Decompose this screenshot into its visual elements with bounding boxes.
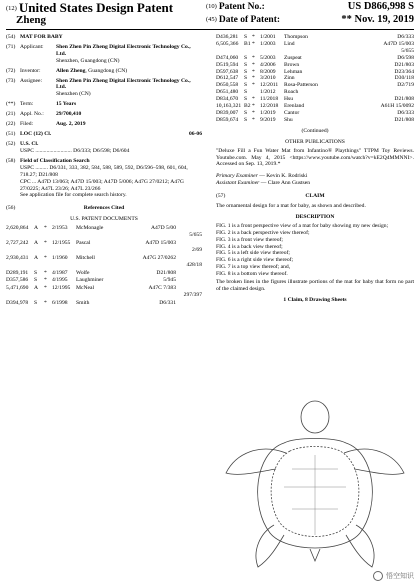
right-column xyxy=(216,34,414,306)
watermark: 悟空知识 xyxy=(373,571,414,581)
reference-row: D436,281 S * 1/2001 Thompson D6/333 xyxy=(216,34,414,40)
turtle-tail xyxy=(310,549,320,561)
other-publications-heading: OTHER PUBLICATIONS xyxy=(285,138,345,145)
reference-row: 10,163,321 B2 * 12/2018 Erenland A61H 15/0092 xyxy=(216,103,414,110)
inventor-surname: Zheng xyxy=(16,14,46,26)
reference-row: D650,558 S * 12/2011 Rosa-Patterson D2/719 xyxy=(216,82,414,89)
turtle-right-back-flipper xyxy=(346,525,374,567)
figure-item: FIG. 2 is a back perspective view thereof; xyxy=(216,229,310,236)
reference-row: D859,674 S * 9/2019 Shu D21/808 xyxy=(216,116,414,123)
claim-text: The ornamental design for a mat for baby, as shown and described. xyxy=(216,203,366,210)
field-22: (22) Filed: Aug. 2, 2019 xyxy=(6,121,86,128)
claim-summary: 1 Claim, 8 Drawing Sheets xyxy=(283,296,347,303)
broken-lines-note: The broken lines in the figures illustrate portions of the mat for baby that form no part of the claimed design. xyxy=(216,279,414,292)
turtle-left-front-flipper xyxy=(226,449,286,474)
figure-item: FIG. 7 is a top view thereof; and, xyxy=(216,264,291,271)
reference-row: 2,930,431 A * 1/1960 Mitchell A47G 27/0262 428/18 xyxy=(6,254,202,268)
reference-row: D834,670 S * 11/2018 Hsu D21/808 xyxy=(216,96,414,103)
left-references-list xyxy=(6,225,202,307)
field-21: (21) Appl. No.: 29/700,410 xyxy=(6,111,82,118)
claim-heading-row: (57) CLAIM xyxy=(216,193,325,200)
reference-row: D597,638 S * 8/2009 Lehman D23/364 xyxy=(216,68,414,75)
left-column xyxy=(6,34,202,308)
turtle-left-back-flipper xyxy=(256,525,284,567)
reference-row: D839,007 S * 1/2019 Cantor D6/333 xyxy=(216,109,414,116)
reference-row: D394,978 S * 6/1998 Smith D6/331 xyxy=(6,300,176,307)
turtle-mat-drawing xyxy=(214,397,410,577)
field-54: (54) MAT FOR BABY xyxy=(6,34,202,41)
reference-row: D289,191 S * 4/1987 Wolfe D21/808 xyxy=(6,269,176,276)
continued-label: (Continued) xyxy=(301,127,329,134)
reference-row: D651,480 S 1/2012 Roach xyxy=(216,89,299,96)
field-73: (73) Assignee: Shen Zhen Pin Zheng Digital Electronic Technology Co., Ltd. Shenzhen (CN) xyxy=(6,77,191,98)
field-51: (51) LOC (12) Cl. 06-06 xyxy=(6,130,202,137)
patent-id-block: (10) Patent No.: US D866,998 S (45) Date of Patent: ** Nov. 19, 2019 xyxy=(206,1,414,25)
turtle-head xyxy=(301,401,329,433)
turtle-right-front-flipper xyxy=(344,449,404,474)
turtle-shell-pattern xyxy=(284,455,346,535)
figure-item: FIG. 1 is a front perspective view of a mat for baby showing my new design; xyxy=(216,222,389,229)
reference-row: 5,471,690 A * 12/1995 McNeal A47C 7/383 297/397 xyxy=(6,285,202,299)
field-72: (72) Inventor: Allen Zheng, Guangdong (CN) xyxy=(6,67,128,74)
patent-number: US D866,998 S xyxy=(347,1,414,12)
primary-examiner: Primary Examiner — Kevin K. Rodriski xyxy=(216,173,308,180)
figure-item: FIG. 8 is a bottom view thereof. xyxy=(216,271,288,278)
reference-row: D612,547 S * 3/2010 Zinn D30/118 xyxy=(216,75,414,82)
other-publication-text: "Deluxe Fill a Fun Water Mat from Infantino® Playthings" TTPM Toy Reviews. Youtube.com. May 4, 2015 <https://www.youtube.com/watch?v=kE2Q4MMNNI>. Accessed on Sep. 13, 2019.* xyxy=(216,147,414,168)
assistant-examiner: Assistant Examiner — Clare Ann Gustsen xyxy=(216,180,311,187)
us-patent-documents-heading: U.S. PATENT DOCUMENTS xyxy=(70,216,138,223)
reference-row: D357,586 S * 4/1995 Laughminer 5/945 xyxy=(6,277,176,284)
field-56: (56) References Cited xyxy=(6,205,125,212)
reference-row-extra: 5/655 xyxy=(401,47,414,54)
header-divider xyxy=(6,29,414,30)
field-52: (52) U.S. Cl. USPC .......................... D6/333; D6/598; D6/604 xyxy=(6,140,130,154)
patent-date: ** Nov. 19, 2019 xyxy=(341,14,414,25)
field-58: (58) Field of Classification Search USPC ......... D6/331, 333, 382, 584, 588, 589, 592, D6/596–598, 601, 604, 718.27; D21/808 CPC ... A47D 13/063; A47D 15/003; A47D 5/006; A47G 27/0212; A47G 27/0225; A47L 23/26; A47L 23/266 See application file for complete search history. xyxy=(6,157,188,199)
patent-type-title: (12) United States Design Patent xyxy=(6,0,174,15)
reference-row: 2,620,864 A * 2/1953 McMonagle A47D 5/00 5/655 xyxy=(6,225,202,239)
field-71: (71) Applicant: Shen Zhen Pin Zheng Digital Electronic Technology Co., Ltd. Shenzhen, Guangdong (CN) xyxy=(6,43,191,64)
patent-header xyxy=(6,0,414,28)
reference-row: D474,060 S * 5/2003 Zuspeat D6/598 xyxy=(216,54,414,61)
watermark-icon xyxy=(373,571,383,581)
reference-row: 6,505,366 B1 * 1/2003 Lind A47D 15/003 xyxy=(216,40,414,47)
figure-item: FIG. 3 is a front view thereof; xyxy=(216,236,283,243)
reference-row: D519,594 S * 4/2006 Brown D21/803 xyxy=(216,61,414,68)
design-title: MAT FOR BABY xyxy=(20,34,63,40)
figure-item: FIG. 5 is a left side view thereof; xyxy=(216,250,290,257)
figure-list xyxy=(216,223,414,278)
reference-row: 2,727,242 A * 12/1955 Pascal A47D 15/003 2/69 xyxy=(6,239,202,253)
field-term: (**) Term: 15 Years xyxy=(6,101,77,108)
description-heading: DESCRIPTION xyxy=(295,213,335,220)
figure-item: FIG. 4 is a back view thereof; xyxy=(216,243,283,250)
right-references-list xyxy=(216,34,414,124)
figure-item: FIG. 6 is a right side view thereof; xyxy=(216,257,294,264)
